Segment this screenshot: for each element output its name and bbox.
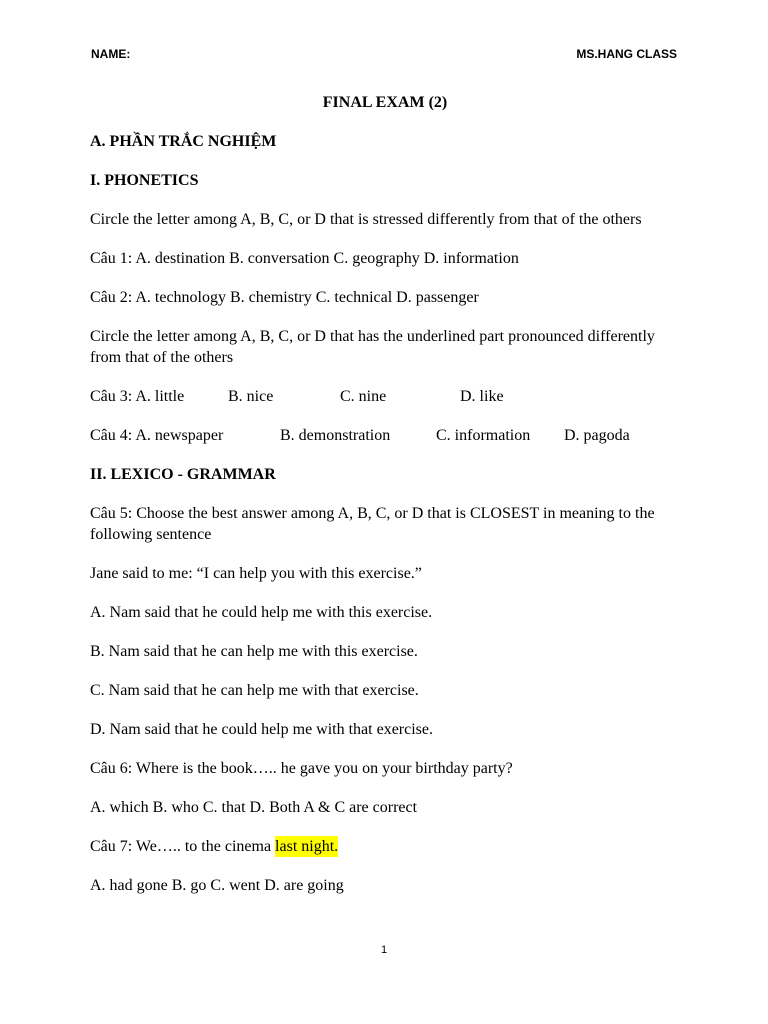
q5-sentence: Jane said to me: “I can help you with this exercise.” [90,565,422,582]
q5-option-d: D. Nam said that he could help me with that exercise. [90,721,434,738]
phonetics-heading: I. PHONETICS [90,172,199,189]
q5-option-a: A. Nam said that he could help me with this exercise. [90,604,433,621]
q6-options: A. which B. who C. that D. Both A & C are correct [90,799,418,816]
name-label: NAME: [91,47,131,61]
q3-option-d: D. like [460,388,504,405]
question-7 [90,836,680,857]
class-label: MS.HANG CLASS [576,47,677,61]
stress-instruction: Circle the letter among A, B, C, or D that is stressed differently from that of the others [90,211,642,228]
question-6: Câu 6: Where is the book….. he gave you on your birthday party? [90,760,513,777]
q5-option-c: C. Nam said that he can help me with that exercise. [90,682,419,699]
question-5: Câu 5: Choose the best answer among A, B, C, or D that is CLOSEST in meaning to the following sentence [90,505,655,543]
question-1: Câu 1: A. destination B. conversation C. geography D. information [90,250,519,267]
exam-title: FINAL EXAM (2) [322,94,448,111]
q4-option-d: D. pagoda [564,427,630,444]
q7-text: Câu 7: We….. to the cinema [90,838,276,855]
question-4 [90,425,680,446]
q4-option-b: B. demonstration [280,427,391,444]
q5-option-b: B. Nam said that he can help me with this exercise. [90,643,418,660]
pronunciation-instruction: Circle the letter among A, B, C, or D that has the underlined part pronounced differently from that of the others [90,328,655,366]
exam-body [90,92,680,914]
section-a-heading: A. PHẦN TRẮC NGHIỆM [90,133,277,150]
lexico-grammar-heading: II. LEXICO - GRAMMAR [90,466,276,483]
page-header [91,47,677,61]
q3-option-a: Câu 3: A. little [90,388,185,405]
page-number: 1 [380,944,388,956]
question-2: Câu 2: A. technology B. chemistry C. technical D. passenger [90,289,479,306]
q3-option-b: B. nice [228,388,274,405]
q7-highlighted-phrase: last night. [275,838,339,855]
q7-options: A. had gone B. go C. went D. are going [90,877,344,894]
question-3 [90,386,680,407]
q3-option-c: C. nine [340,388,387,405]
q4-option-c: C. information [436,427,531,444]
q4-option-a: Câu 4: A. newspaper [90,427,224,444]
